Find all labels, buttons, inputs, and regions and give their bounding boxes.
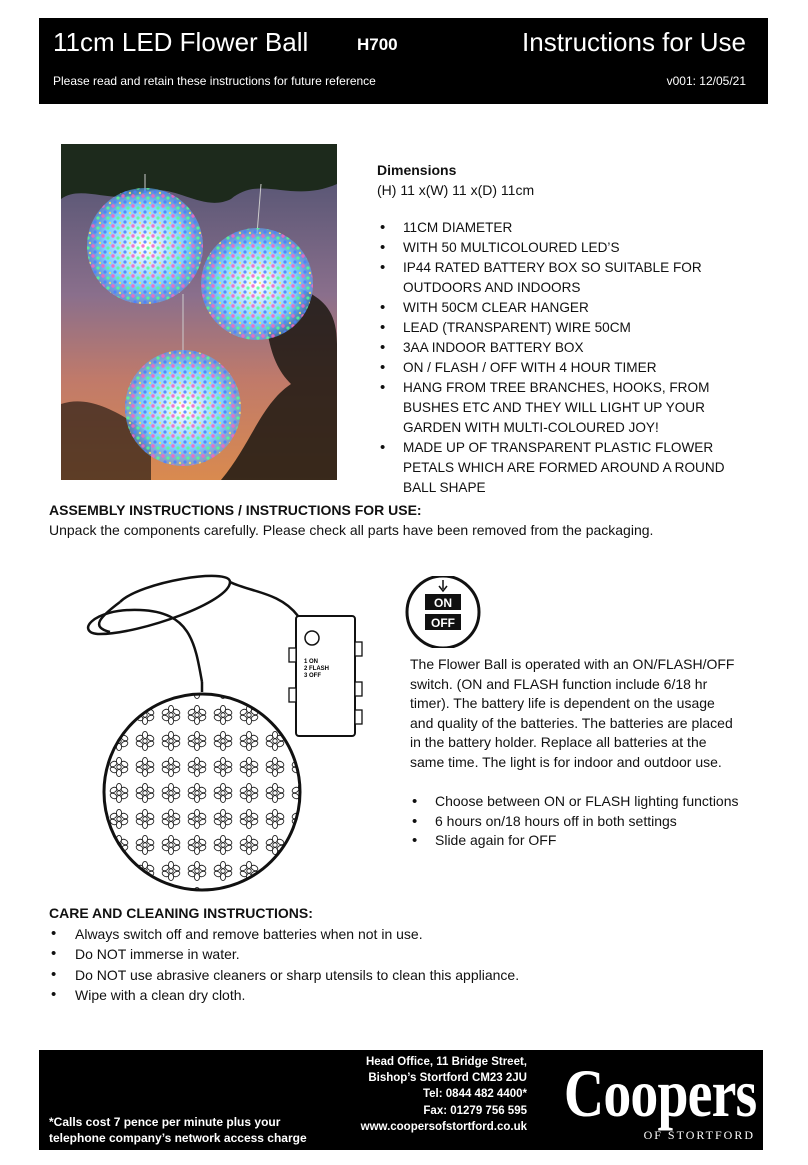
operation-bullets — [410, 792, 740, 851]
list-item: • WITH 50CM CLEAR HANGER — [378, 298, 728, 318]
retain-notice: Please read and retain these instructions for future reference — [53, 74, 376, 88]
assembly-text: Unpack the components carefully. Please check all parts have been removed from the packaging. — [49, 522, 654, 538]
assembly-heading: ASSEMBLY INSTRUCTIONS / INSTRUCTIONS FOR USE: — [49, 502, 422, 518]
list-item: • Do NOT use abrasive cleaners or sharp utensils to clean this appliance. — [49, 965, 769, 986]
fax-number: Fax: 01279 756 595 — [423, 1104, 527, 1117]
address-line: Head Office, 11 Bridge Street, — [365, 1056, 527, 1068]
battery-label-off: 3 OFF — [304, 673, 322, 679]
operation-section — [410, 655, 740, 851]
list-item: • Slide again for OFF — [410, 831, 740, 851]
care-section — [49, 903, 769, 1006]
call-cost-line-2: telephone company’s network access charge — [49, 1131, 307, 1145]
assembly-section — [49, 500, 769, 540]
list-item: • ON / FLASH / OFF WITH 4 HOUR TIMER — [378, 358, 728, 378]
list-item: • MADE UP OF TRANSPARENT PLASTIC FLOWER PETALS WHICH ARE FORMED AROUND A ROUND BALL SHAPE — [378, 438, 728, 498]
head-office-address — [339, 1054, 527, 1135]
flower-ball-diagram — [80, 572, 370, 892]
product-photo — [61, 144, 337, 480]
battery-label-flash: 2 FLASH — [304, 666, 330, 672]
list-item: • Wipe with a clean dry cloth. — [49, 985, 769, 1006]
list-item: • 3AA INDOOR BATTERY BOX — [378, 338, 728, 358]
call-cost-line-1: *Calls cost 7 pence per minute plus your — [49, 1115, 281, 1129]
list-item: • HANG FROM TREE BRANCHES, HOOKS, FROM BUSHES ETC AND THEY WILL LIGHT UP YOUR GARDEN WITH MULTI-COLOURED JOY! — [378, 378, 728, 438]
phone-number: Tel: 0844 482 4400* — [422, 1088, 527, 1101]
instructions-title: Instructions for Use — [522, 27, 746, 57]
list-item: • Always switch off and remove batteries when not in use. — [49, 924, 769, 945]
list-item: • Choose between ON or FLASH lighting functions — [410, 792, 740, 812]
address-line: Bishop’s Stortford CM23 2JU — [368, 1072, 527, 1085]
logo-wordmark: Coopers — [563, 1055, 757, 1131]
header-bar — [39, 18, 768, 104]
call-cost-notice — [49, 1114, 307, 1146]
battery-label-on: 1 ON — [304, 659, 319, 665]
list-item: • 6 hours on/18 hours off in both settings — [410, 812, 740, 832]
list-item: • WITH 50 MULTICOLOURED LED’S — [378, 238, 728, 258]
list-item: • Do NOT immerse in water. — [49, 944, 769, 965]
coopers-logo — [545, 1055, 757, 1144]
logo-tagline: OF STORTFORD — [643, 1128, 755, 1142]
product-title: 11cm LED Flower Ball — [53, 27, 309, 57]
list-item: • LEAD (TRANSPARENT) WIRE 50CM — [378, 318, 728, 338]
product-code: H700 — [357, 35, 398, 54]
dimensions-label: Dimensions — [377, 162, 457, 178]
footer-bar — [39, 1050, 763, 1150]
dimensions-value: (H) 11 x(W) 11 x(D) 11cm — [377, 182, 535, 198]
switch-off-label: OFF — [431, 616, 455, 630]
feature-list — [378, 218, 728, 498]
switch-on-label: ON — [434, 596, 452, 610]
list-item: • 11CM DIAMETER — [378, 218, 728, 238]
care-list — [49, 924, 769, 1006]
operation-text: The Flower Ball is operated with an ON/FLASH/OFF switch. (ON and FLASH function include 6/18 hr timer). The battery life is dependent on the usage and quality of the batteries. The batteries are placed in the battery holder. Replace all batteries at the same time. The light is for indoor and outdoor use. — [410, 656, 735, 770]
website-link[interactable]: www.coopersofstortford.co.uk — [360, 1120, 527, 1133]
version-date: v001: 12/05/21 — [666, 74, 746, 88]
dimensions-block — [377, 160, 757, 200]
list-item: • IP44 RATED BATTERY BOX SO SUITABLE FOR OUTDOORS AND INDOORS — [378, 258, 728, 298]
care-heading: CARE AND CLEANING INSTRUCTIONS: — [49, 905, 313, 921]
on-off-switch-icon — [403, 576, 483, 648]
